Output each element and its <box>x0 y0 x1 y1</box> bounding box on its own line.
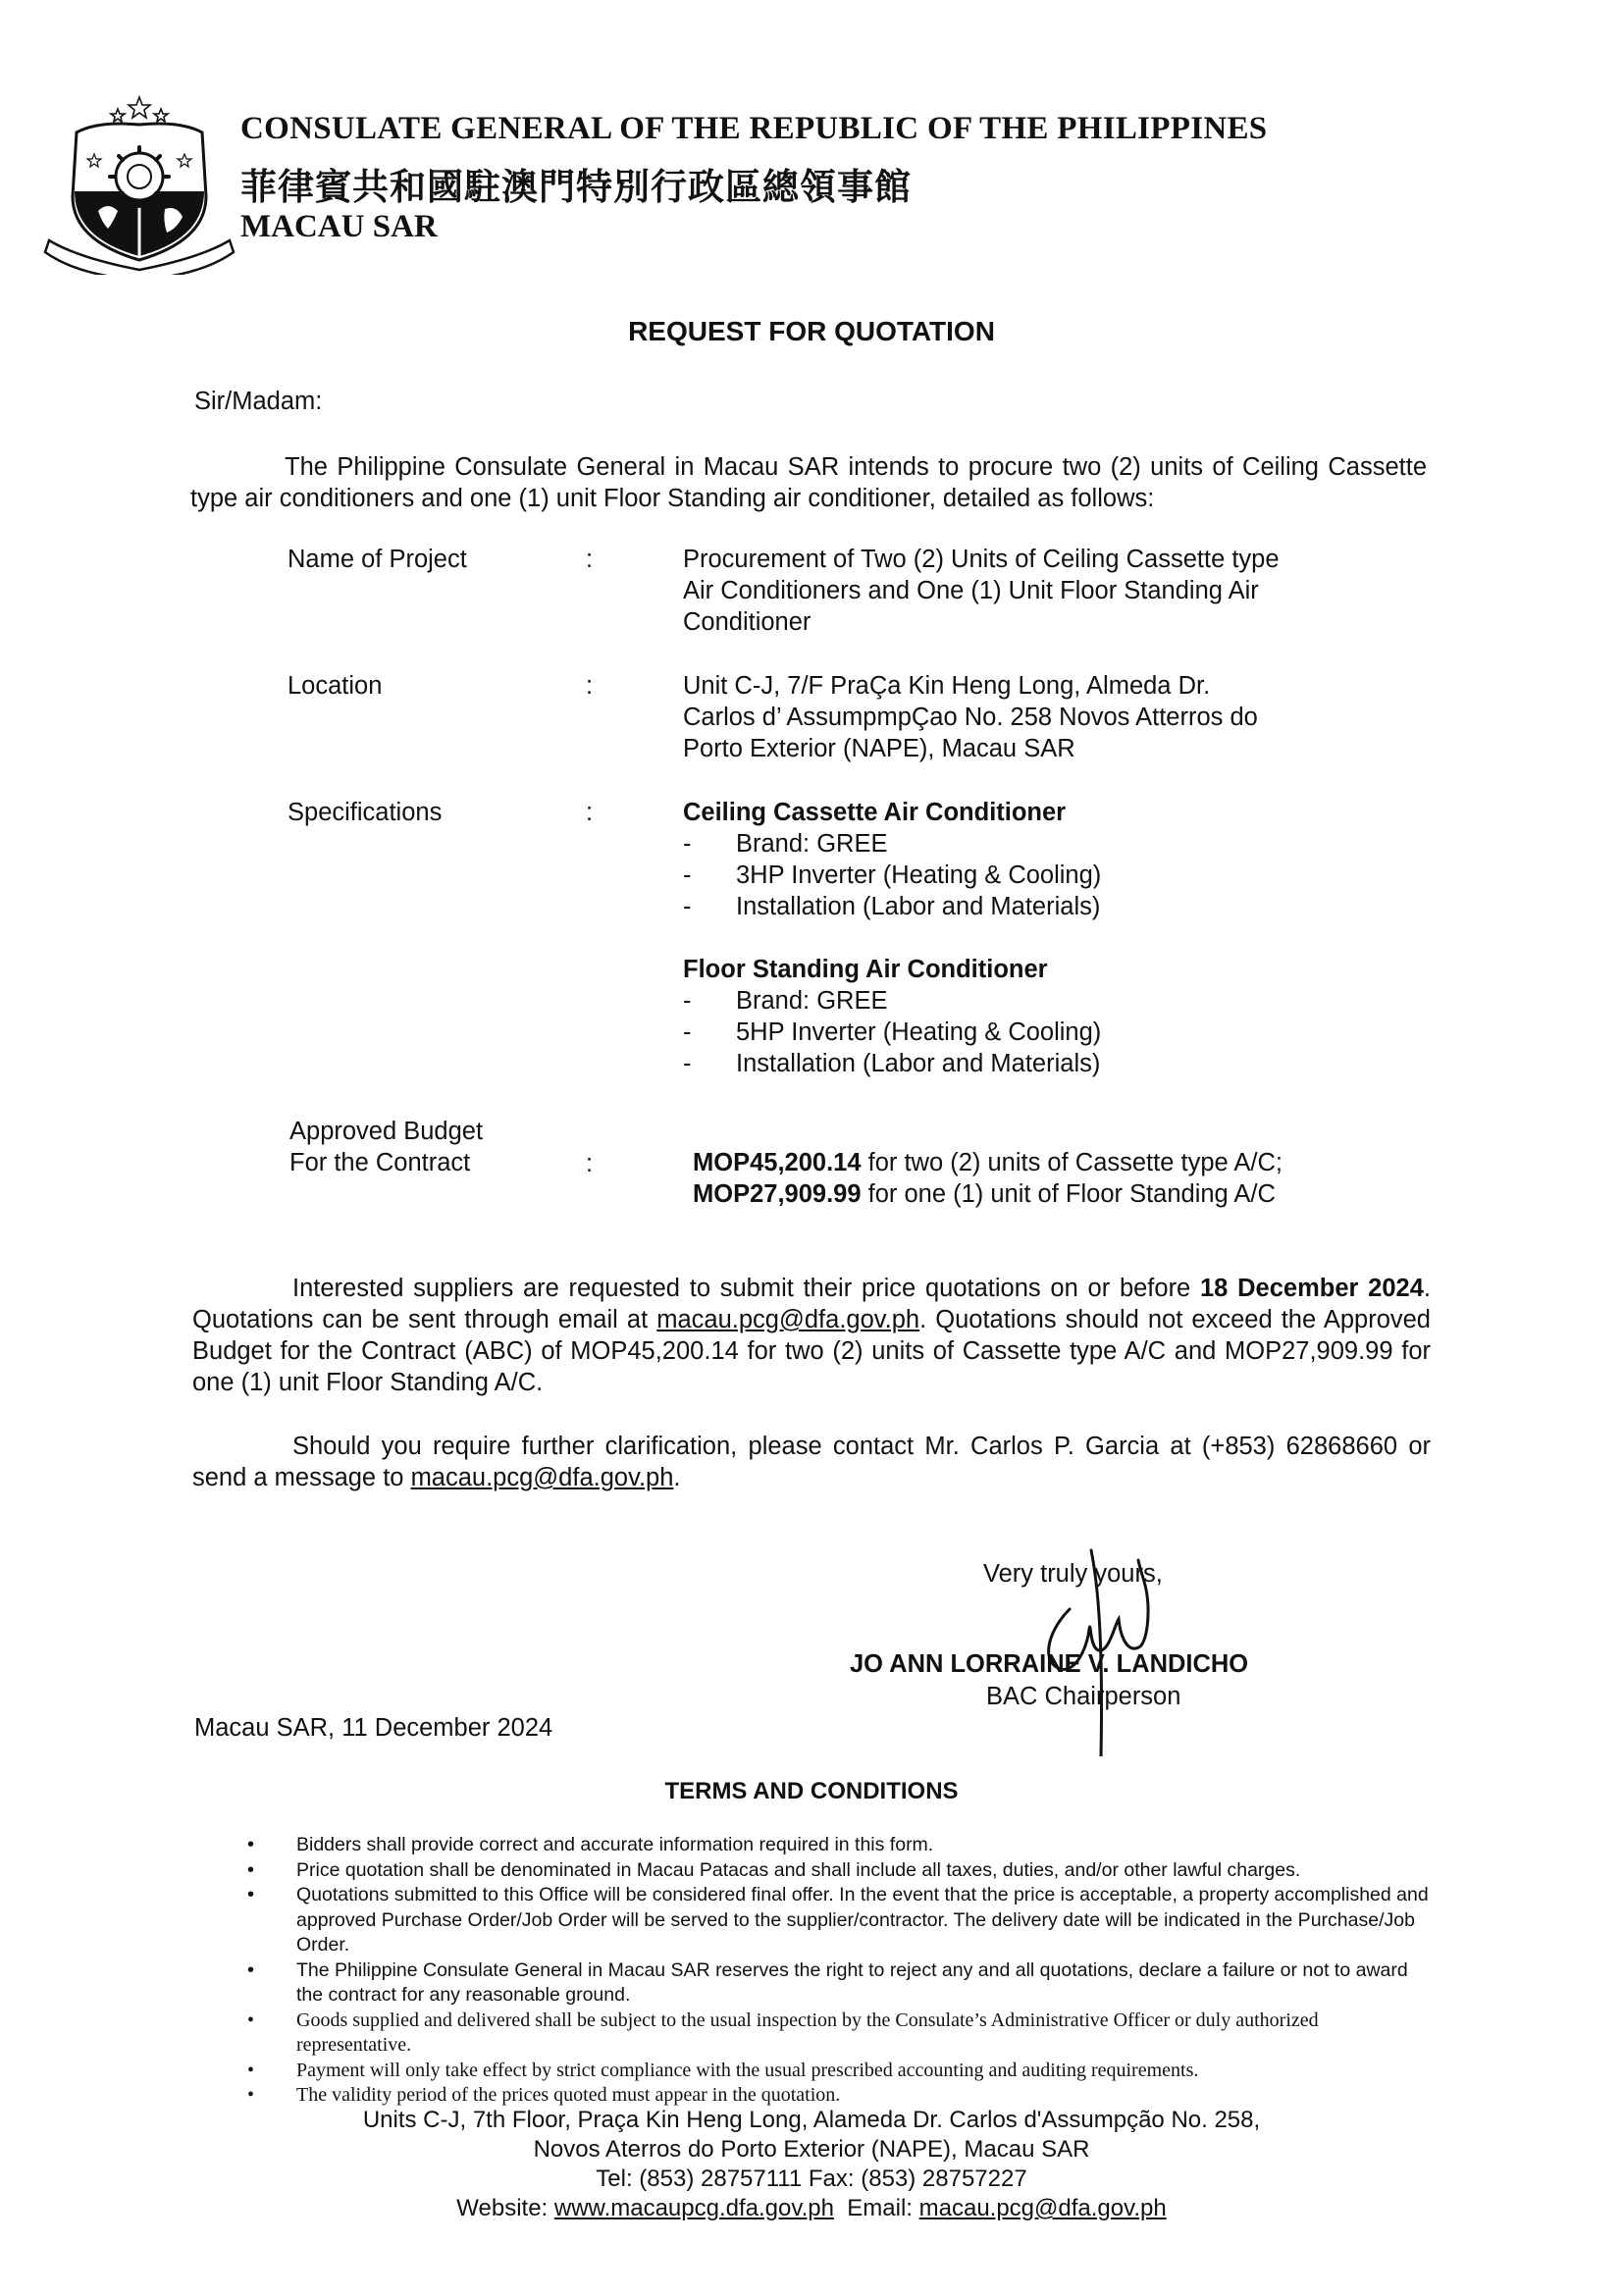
location-label: Location <box>288 672 383 700</box>
budget-line <box>693 1178 1380 1210</box>
term-item: • Bidders shall provide correct and accurate information required in this form. <box>247 1833 1435 1858</box>
spec-item: - Brand: GREE <box>683 985 1370 1017</box>
term-item: • The Philippine Consulate General in Macau SAR reserves the right to reject any and all quotations, declare a failure or not to award the contract for any reasonable ground. <box>247 1958 1435 2009</box>
salutation: Sir/Madam: <box>194 388 323 415</box>
footer-web-email <box>0 2194 1623 2223</box>
philippine-seal-logo <box>39 93 240 275</box>
budget-label-line: Approved Budget <box>289 1118 484 1145</box>
colon: : <box>586 546 594 573</box>
location-line: Porto Exterior (NAPE), Macau SAR <box>683 735 1075 762</box>
project-line: Procurement of Two (2) Units of Ceiling Cassette type <box>683 546 1280 573</box>
spec-item: - Installation (Labor and Materials) <box>683 1048 1370 1079</box>
term-item: • Price quotation shall be denominated in Macau Patacas and shall include all taxes, duties, and/or other lawful charges. <box>247 1858 1435 1884</box>
signer-title: BAC Chairperson <box>986 1683 1181 1710</box>
budget-desc: for one (1) unit of Floor Standing A/C <box>861 1180 1276 1208</box>
footer-address-line: Units C-J, 7th Floor, Praça Kin Heng Long, Alameda Dr. Carlos d'Assumpção No. 258, <box>362 2107 1261 2133</box>
specifications-value <box>683 797 1370 1079</box>
org-name-chinese: 菲律賓共和國駐澳門特別行政區總領事館 <box>240 166 912 208</box>
footer <box>0 2106 1623 2223</box>
submission-text: Interested suppliers are requested to submit their price quotations on or before <box>292 1275 1200 1302</box>
spec-item: - Brand: GREE <box>683 828 1370 860</box>
signer-name: JO ANN LORRAINE V. LANDICHO <box>850 1650 1249 1678</box>
term-item: • Payment will only take effect by strict compliance with the usual prescribed accounting and auditing requirements. <box>247 2059 1435 2084</box>
spec-title-floor-standing: Floor Standing Air Conditioner <box>683 956 1048 983</box>
org-name-english: CONSULATE GENERAL OF THE REPUBLIC OF THE PHILIPPINES <box>240 111 1268 146</box>
colon: : <box>586 1150 594 1177</box>
colon: : <box>586 799 594 826</box>
project-value <box>683 544 1370 638</box>
footer-address-line: Novos Aterros do Porto Exterior (NAPE), Macau SAR <box>533 2136 1090 2163</box>
budget-line <box>693 1147 1380 1178</box>
spec-item: - Installation (Labor and Materials) <box>683 891 1370 922</box>
term-item: • The validity period of the prices quoted must appear in the quotation. <box>247 2083 1435 2109</box>
specifications-label: Specifications <box>288 799 443 826</box>
contact-paragraph <box>192 1431 1431 1493</box>
term-item: • Quotations submitted to this Office will be considered final offer. In the event that the price is acceptable, a property accomplished and approved Purchase Order/Job Order will be served to the supplier/contractor. The delivery date will be indicated in the Purchase/Job Order. <box>247 1883 1435 1958</box>
spec-list-floor-standing <box>683 985 1370 1079</box>
org-location: MACAU SAR <box>240 209 438 244</box>
project-line: Air Conditioners and One (1) Unit Floor Standing Air <box>683 577 1259 604</box>
website-label: Website: <box>456 2195 554 2221</box>
term-item: • Goods supplied and delivered shall be subject to the usual inspection by the Consulate’s Administrative Officer or duly authorized representative. <box>247 2009 1435 2059</box>
document-title: REQUEST FOR QUOTATION <box>628 316 995 346</box>
intro-paragraph: The Philippine Consulate General in Macau SAR intends to procure two (2) units of Ceiling Cassette type air conditioners and one (1) unit Floor Standing air conditioner, detailed as follows: <box>190 453 1427 512</box>
terms-list <box>247 1833 1435 2109</box>
spec-item: - 5HP Inverter (Heating & Cooling) <box>683 1017 1370 1048</box>
location-value <box>683 670 1370 764</box>
budget-value <box>693 1147 1380 1210</box>
spec-title-cassette: Ceiling Cassette Air Conditioner <box>683 799 1067 826</box>
closing-line: Very truly yours, <box>983 1560 1163 1588</box>
spec-item: - 3HP Inverter (Heating & Cooling) <box>683 860 1370 891</box>
deadline-date: 18 December 2024 <box>1200 1275 1424 1302</box>
project-label: Name of Project <box>288 546 467 573</box>
email-link[interactable]: macau.pcg@dfa.gov.ph <box>918 2195 1167 2221</box>
email-label: Email: <box>833 2195 919 2221</box>
handwritten-signature <box>1030 1531 1187 1756</box>
budget-desc: for two (2) units of Cassette type A/C; <box>861 1149 1283 1176</box>
budget-label-line: For the Contract <box>289 1149 471 1176</box>
location-line: Carlos d’ AssumpmpÇao No. 258 Novos Atterros do <box>683 704 1258 731</box>
spec-list-cassette <box>683 828 1370 922</box>
footer-tel-fax: Tel: (853) 28757111 Fax: (853) 28757227 <box>596 2166 1027 2192</box>
submission-text: . Quotations should not exceed the Approved Budget for the Contract (ABC) of MOP45,200.14 for two (2) units of Cassette type A/C and MOP27,909.99 for one (1) unit Floor Standing A/C. <box>192 1306 1431 1396</box>
submission-text: . Quotations can be sent through email at <box>192 1275 1432 1333</box>
contact-text: Should you require further clarification, please contact Mr. Carlos P. Garcia at (+853) 62868660 or send a message to <box>192 1433 1431 1491</box>
location-line: Unit C-J, 7/F PraÇa Kin Heng Long, Almeda Dr. <box>683 672 1211 700</box>
contact-text: . <box>673 1464 681 1491</box>
place-and-date: Macau SAR, 11 December 2024 <box>194 1714 553 1742</box>
budget-amount: MOP27,909.99 <box>693 1180 862 1208</box>
email-link[interactable]: macau.pcg@dfa.gov.ph <box>410 1464 674 1491</box>
website-link[interactable]: www.macaupcg.dfa.gov.ph <box>553 2195 834 2221</box>
budget-amount: MOP45,200.14 <box>693 1149 862 1176</box>
colon: : <box>586 672 594 700</box>
email-link[interactable]: macau.pcg@dfa.gov.ph <box>656 1306 920 1333</box>
budget-label <box>289 1116 483 1178</box>
terms-title: TERMS AND CONDITIONS <box>664 1778 959 1804</box>
submission-paragraph <box>192 1273 1431 1398</box>
project-line: Conditioner <box>683 608 812 636</box>
